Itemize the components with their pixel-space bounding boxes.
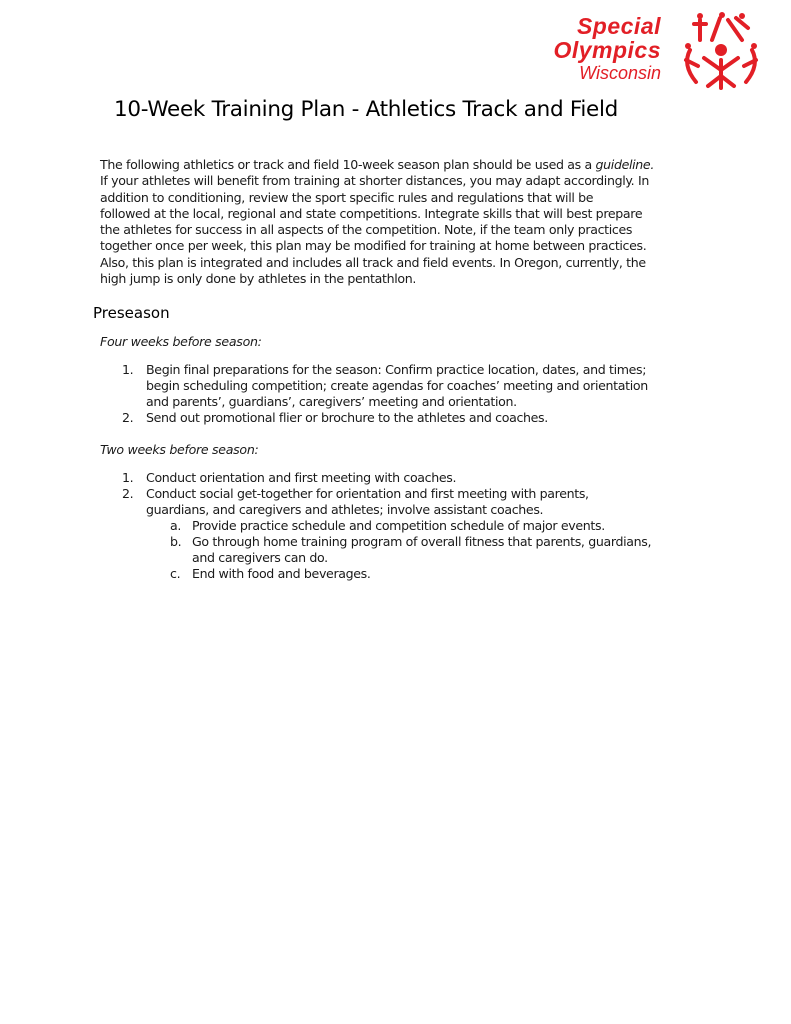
special-olympics-emblem-icon — [678, 10, 764, 94]
list-text: Conduct social get-together for orientation and first meeting with parents, — [146, 486, 589, 501]
intro-line: high jump is only done by athletes in the pentathlon. — [100, 271, 417, 287]
sub-list-item — [122, 534, 651, 566]
list-letter: b. — [170, 534, 182, 549]
list-item — [122, 410, 648, 426]
four-weeks-list — [122, 362, 648, 426]
two-weeks-label: Two weeks before season: — [100, 442, 259, 457]
intro-emphasis: guideline. — [595, 157, 654, 172]
logo-line-3: Wisconsin — [579, 63, 661, 83]
intro-line: The following athletics or track and field 10-week season plan should be used as a — [100, 157, 596, 172]
intro-line: If your athletes will benefit from training at shorter distances, you may adapt accordingly. In — [100, 173, 649, 189]
sub-list-item — [122, 518, 651, 534]
list-text: Conduct orientation and first meeting with coaches. — [146, 470, 457, 485]
list-text: Begin final preparations for the season: Confirm practice location, dates, and times; — [146, 362, 647, 377]
intro-line: Also, this plan is integrated and includes all track and field events. In Oregon, currently, the — [100, 254, 646, 270]
list-text: Provide practice schedule and competition schedule of major events. — [192, 518, 605, 533]
list-text: begin scheduling competition; create agendas for coaches’ meeting and orientation — [146, 378, 648, 393]
intro-line: together once per week, this plan may be modified for training at home between practices. — [100, 238, 647, 254]
two-weeks-list — [122, 470, 651, 582]
page-title: 10-Week Training Plan - Athletics Track and Field — [114, 97, 618, 122]
logo-line-1: Special — [576, 13, 661, 39]
list-number: 1. — [122, 470, 134, 485]
sub-list-item — [122, 566, 651, 582]
list-letter: c. — [170, 566, 181, 581]
intro-line: the athletes for success in all aspects of the competition. Note, if the team only practices — [100, 222, 633, 238]
intro-paragraph — [100, 157, 654, 287]
list-text: guardians, and caregivers and athletes; involve assistant coaches. — [146, 502, 544, 517]
list-text: and parents’, guardians’, caregivers’ meeting and orientation. — [146, 394, 517, 409]
section-heading-preseason: Preseason — [93, 304, 170, 322]
logo-line-2: Olympics — [553, 37, 661, 63]
intro-line: addition to conditioning, review the sport specific rules and regulations that will be — [100, 189, 594, 205]
list-item — [122, 470, 651, 486]
list-number: 2. — [122, 486, 134, 501]
list-item — [122, 486, 651, 518]
list-number: 2. — [122, 410, 134, 425]
list-item — [122, 362, 648, 410]
list-text: End with food and beverages. — [192, 566, 371, 581]
list-number: 1. — [122, 362, 134, 377]
list-text: Go through home training program of overall fitness that parents, guardians, — [192, 534, 652, 549]
four-weeks-label: Four weeks before season: — [100, 334, 262, 349]
list-text: and caregivers can do. — [192, 550, 328, 565]
intro-line: followed at the local, regional and state competitions. Integrate skills that will best prepare — [100, 205, 643, 221]
special-olympics-wisconsin-logo-text — [553, 14, 661, 84]
list-letter: a. — [170, 518, 182, 533]
list-text: Send out promotional flier or brochure to the athletes and coaches. — [146, 410, 548, 425]
